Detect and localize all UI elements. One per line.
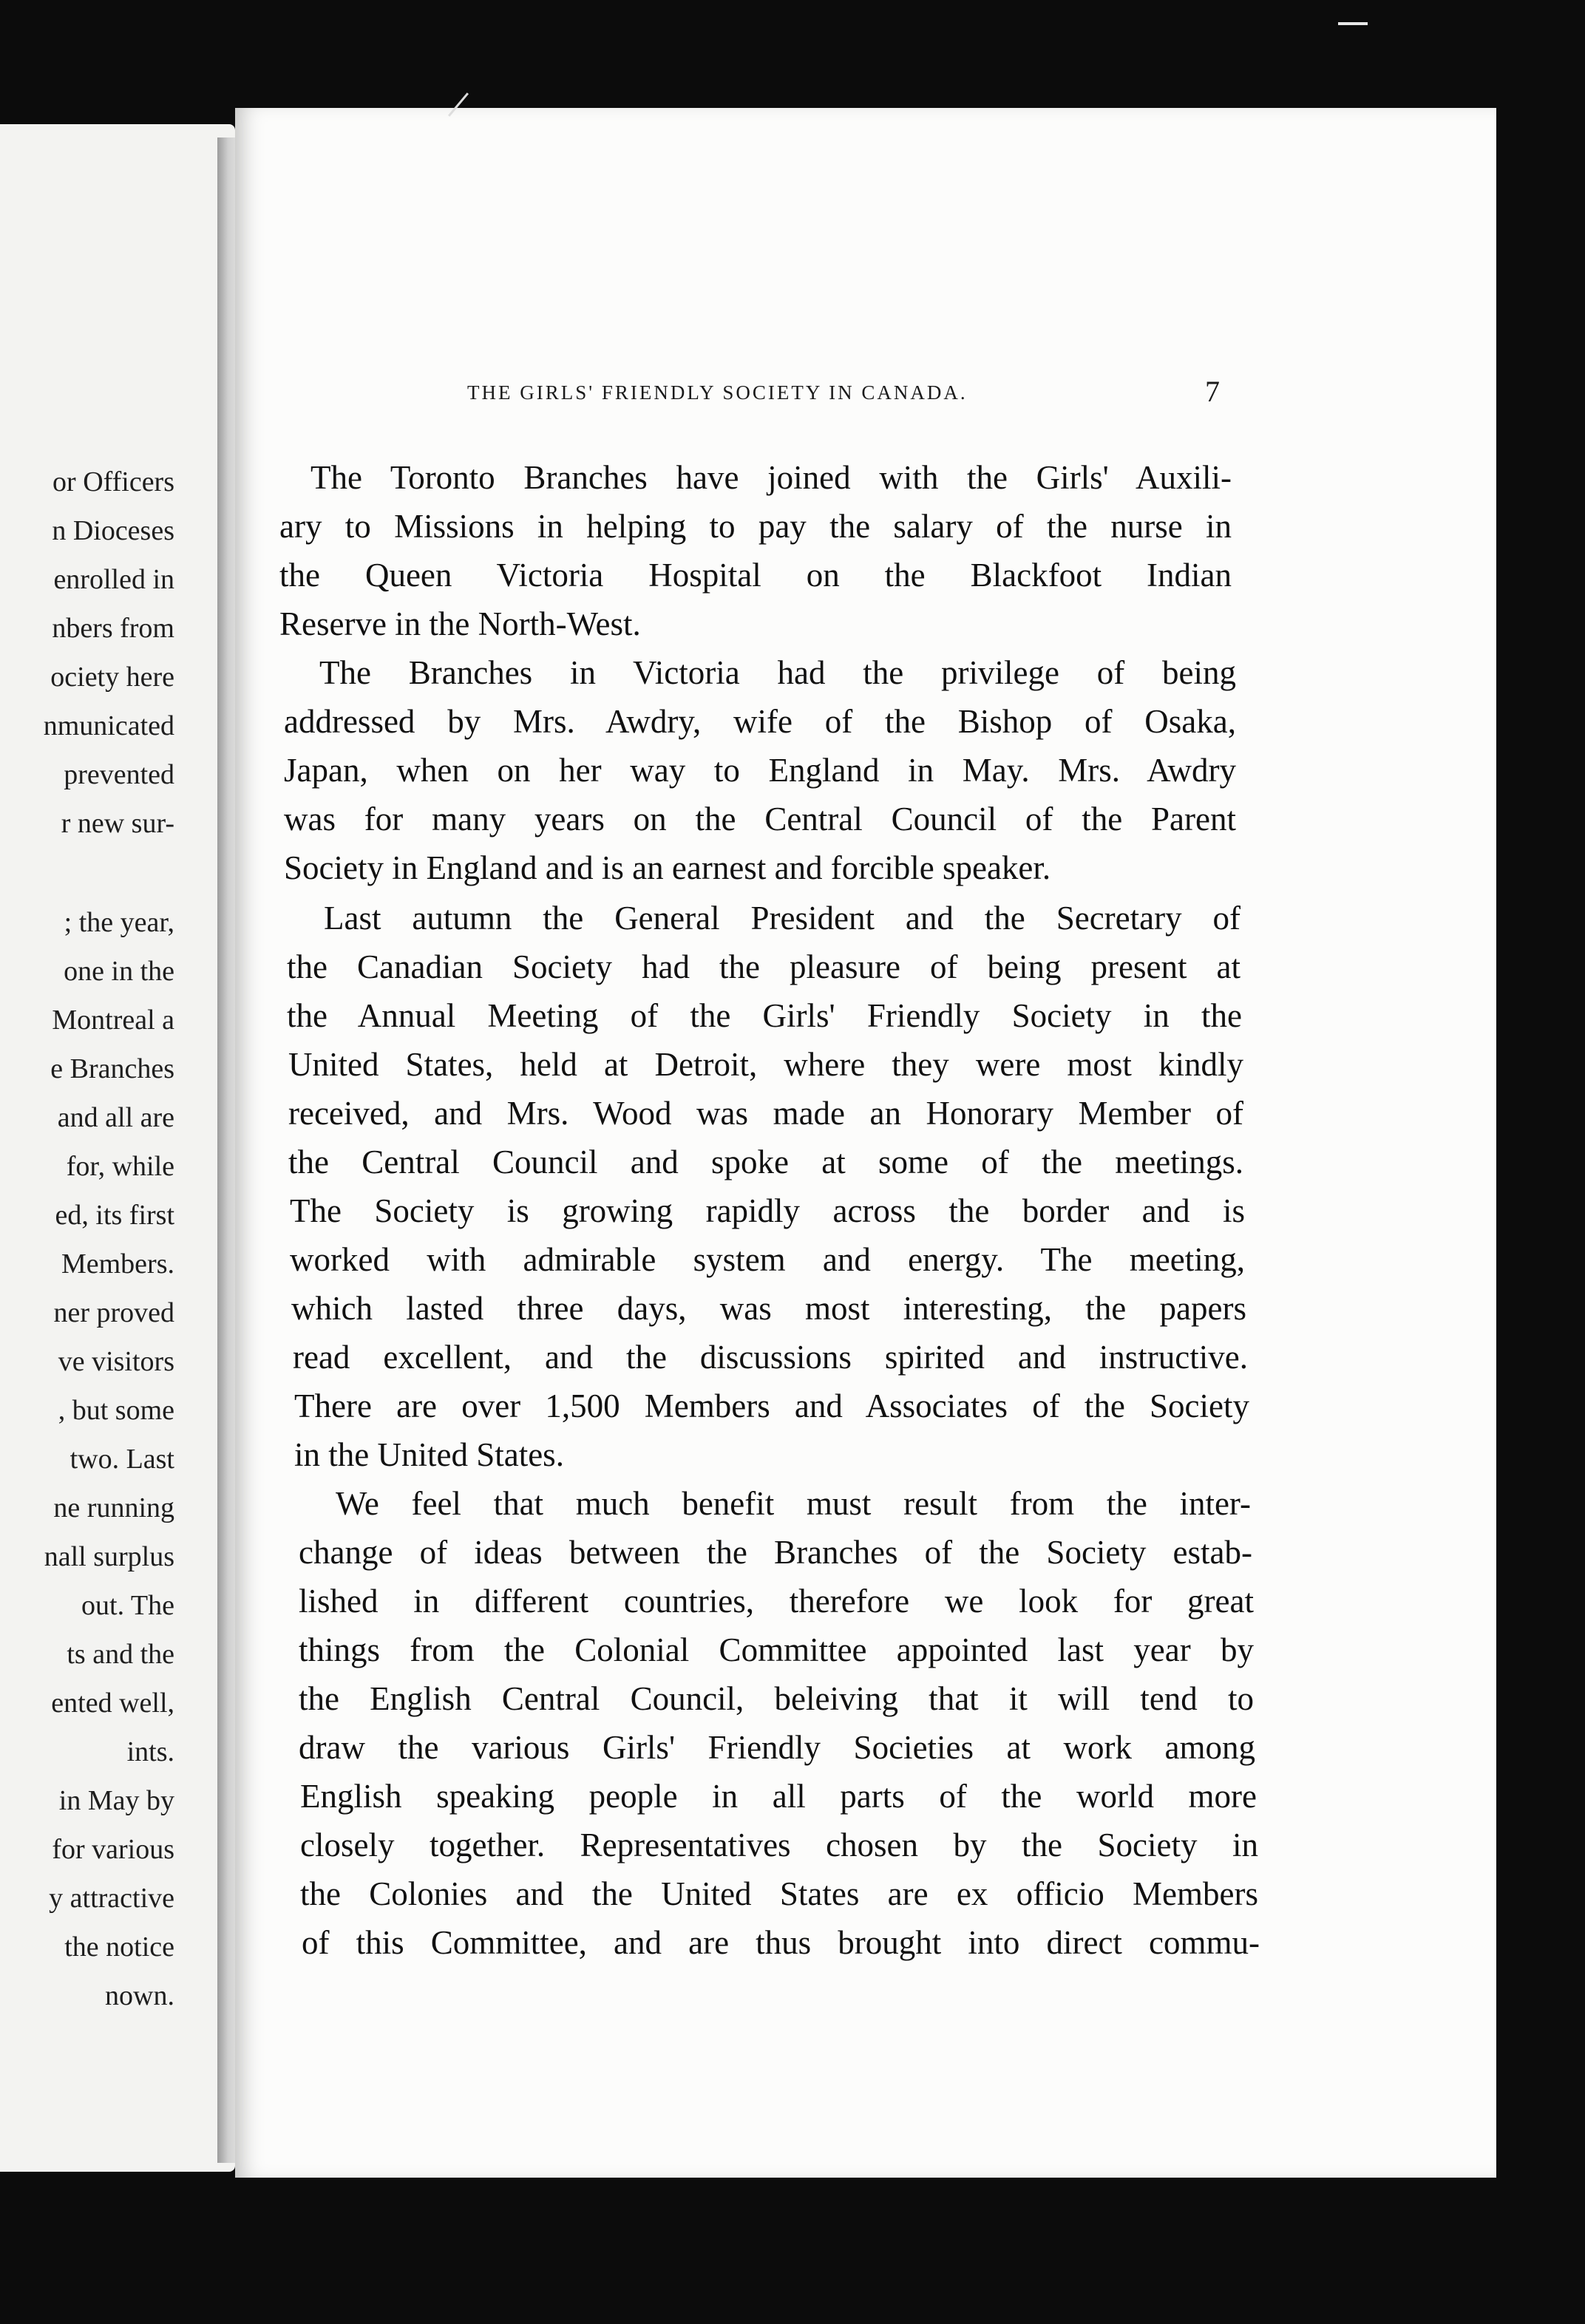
left-page-line: Montreal a <box>52 1005 174 1036</box>
page-number: 7 <box>1205 375 1220 408</box>
body-line: There are over 1,500 Members and Associates of the Society <box>294 1387 1249 1424</box>
left-page-line: e Branches <box>50 1053 174 1084</box>
left-page-line: Members. <box>61 1248 174 1280</box>
body-line: which lasted three days, was most interesting, the papers <box>291 1290 1246 1327</box>
left-page-line: nown. <box>105 1980 174 2011</box>
body-line: worked with admirable system and energy. The meeting, <box>290 1241 1245 1278</box>
left-page-line: and all are <box>57 1102 174 1133</box>
left-page-line: out. The <box>81 1590 174 1621</box>
body-line: the Canadian Society had the pleasure of being present at <box>287 948 1240 985</box>
body-line: the Annual Meeting of the Girls' Friendly Society in the <box>287 997 1242 1034</box>
left-page-line: for, while <box>66 1151 174 1182</box>
body-line: We feel that much benefit must result from the inter- <box>336 1485 1251 1522</box>
body-line: the Colonies and the United States are ex officio Members <box>300 1875 1258 1912</box>
body-line: of this Committee, and are thus brought into direct commu- <box>302 1924 1260 1961</box>
left-page-line: ociety here <box>50 662 174 693</box>
body-line: Last autumn the General President and the Secretary of <box>324 900 1240 937</box>
left-page-line: ts and the <box>67 1639 174 1670</box>
body-line: in the United States. <box>294 1436 564 1473</box>
body-line: The Toronto Branches have joined with the Girls' Auxili- <box>310 459 1232 496</box>
left-page-line: nall surplus <box>44 1541 174 1572</box>
body-line: addressed by Mrs. Awdry, wife of the Bishop of Osaka, <box>284 703 1236 740</box>
left-page-line: for various <box>52 1834 174 1865</box>
left-page-line: ints. <box>126 1736 174 1767</box>
body-line: things from the Colonial Committee appointed last year by <box>299 1631 1254 1668</box>
left-page-line: or Officers <box>52 466 174 497</box>
left-page-line: , but some <box>58 1395 174 1426</box>
left-page-line: ve visitors <box>58 1346 174 1377</box>
left-page-line: in May by <box>58 1785 174 1816</box>
body-line: draw the various Girls' Friendly Societies at work among <box>299 1729 1255 1766</box>
left-page-line: nmunicated <box>43 710 174 741</box>
body-line: received, and Mrs. Wood was made an Honorary Member of <box>288 1095 1243 1132</box>
body-line: Japan, when on her way to England in May. Mrs. Awdry <box>284 752 1236 789</box>
scan-mark <box>1338 22 1368 25</box>
running-head: THE GIRLS' FRIENDLY SOCIETY IN CANADA. <box>467 381 968 404</box>
body-line: Society in England and is an earnest and forcible speaker. <box>284 849 1051 886</box>
body-line: The Branches in Victoria had the privilege of being <box>319 654 1236 691</box>
body-line: closely together. Representatives chosen by the Society in <box>300 1827 1258 1863</box>
body-line: read excellent, and the discussions spirited and instructive. <box>293 1339 1248 1376</box>
left-page-line: n Dioceses <box>52 515 174 546</box>
body-line: ary to Missions in helping to pay the salary of the nurse in <box>279 508 1232 545</box>
body-line: the Central Council and spoke at some of the meetings. <box>288 1144 1243 1180</box>
left-page-line: two. Last <box>69 1444 174 1475</box>
body-line: was for many years on the Central Council of the Parent <box>284 801 1236 837</box>
left-page-line: ; the year, <box>64 907 174 938</box>
body-line: lished in different countries, therefore we look for great <box>299 1583 1254 1620</box>
left-page-line: one in the <box>64 956 174 987</box>
body-line: Reserve in the North-West. <box>279 605 641 642</box>
left-page-line: y attractive <box>49 1883 174 1914</box>
left-page-line: ented well, <box>51 1688 174 1719</box>
left-page-line: the notice <box>64 1931 174 1963</box>
body-line: United States, held at Detroit, where they were most kindly <box>288 1046 1243 1083</box>
body-line: the Queen Victoria Hospital on the Blackfoot Indian <box>279 557 1232 594</box>
left-page-line: ner proved <box>53 1297 174 1328</box>
facing-page-left <box>0 124 235 2172</box>
left-page-line: enrolled in <box>53 564 174 595</box>
body-line: English speaking people in all parts of the world more <box>300 1778 1257 1815</box>
left-page-line: r new sur- <box>61 808 174 839</box>
body-line: The Society is growing rapidly across the border and is <box>290 1192 1245 1229</box>
body-line: the English Central Council, beleiving that it will tend to <box>299 1680 1254 1717</box>
left-page-line: ed, its first <box>55 1200 174 1231</box>
left-page-line: prevented <box>64 759 174 790</box>
body-line: change of ideas between the Branches of the Society estab- <box>299 1534 1252 1571</box>
left-page-line: nbers from <box>52 613 174 644</box>
left-page-line: ne running <box>53 1492 174 1523</box>
